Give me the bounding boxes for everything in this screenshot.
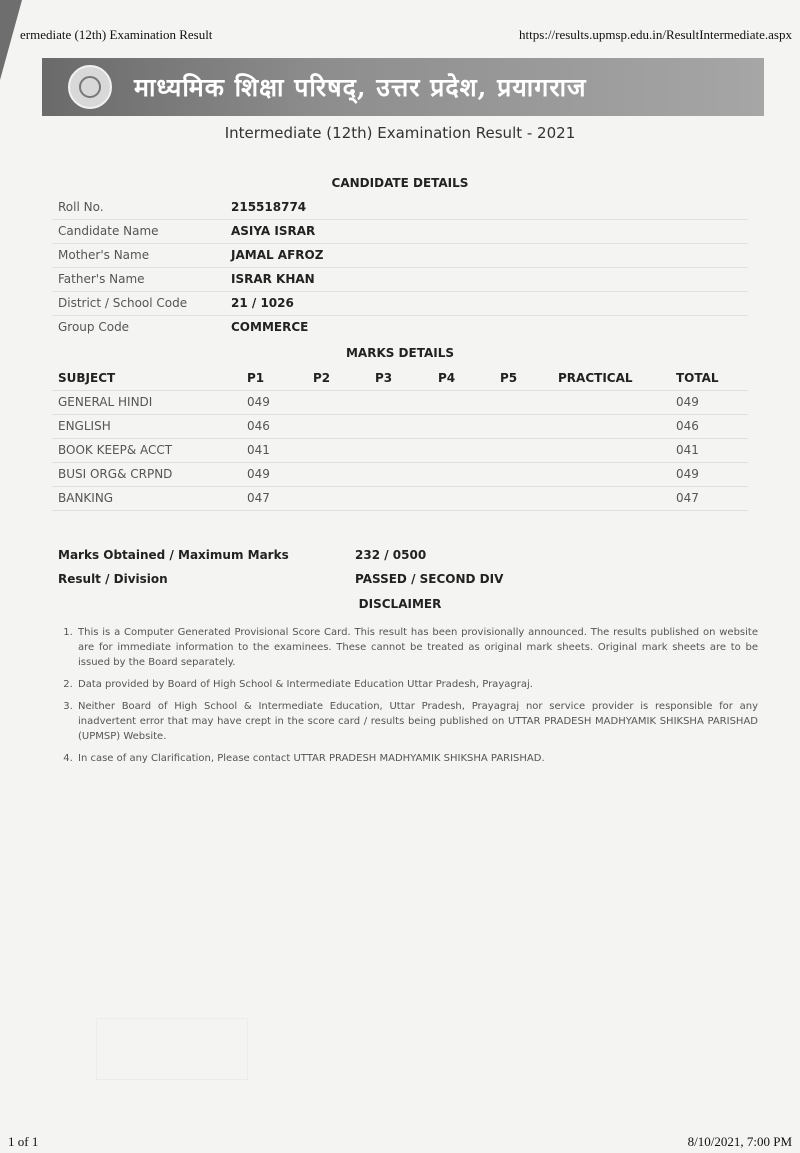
print-page-title: ermediate (12th) Examination Result bbox=[20, 27, 213, 42]
candidate-value: ISRAR KHAN bbox=[231, 272, 315, 286]
candidate-row-name bbox=[52, 219, 748, 244]
result-division-label: Result / Division bbox=[58, 572, 168, 586]
total-cell: 049 bbox=[676, 395, 699, 409]
disclaimer-item: 4. In case of any Clarification, Please contact UTTAR PRADESH MADHYAMIK SHIKSHA PARISHAD. bbox=[76, 751, 758, 766]
marks-obtained-value: 232 / 0500 bbox=[355, 548, 427, 562]
subject-cell: BUSI ORG& CRPND bbox=[58, 467, 173, 481]
candidate-value: COMMERCE bbox=[231, 320, 309, 334]
p1-cell: 046 bbox=[247, 419, 270, 433]
subject-cell: GENERAL HINDI bbox=[58, 395, 153, 409]
column-header-p3: P3 bbox=[375, 371, 393, 385]
column-header-p4: P4 bbox=[438, 371, 456, 385]
candidate-label: Candidate Name bbox=[58, 224, 159, 238]
p1-cell: 047 bbox=[247, 491, 270, 505]
print-url: https://results.upmsp.edu.in/ResultIntermediate.aspx bbox=[519, 27, 792, 42]
column-header-subject: SUBJECT bbox=[58, 371, 116, 385]
table-row bbox=[52, 414, 748, 439]
disclaimer-item: 3. Neither Board of High School & Intermediate Education, Uttar Pradesh, Prayagraj nor service provider is responsible for any inadvertent error that may have crept in the score card / results being published on UTTAR PRADESH MADHYAMIK SHIKSHA PARISHAD (UPMSP) Website. bbox=[76, 699, 758, 744]
candidate-value: 21 / 1026 bbox=[231, 296, 294, 310]
header-banner bbox=[42, 58, 764, 116]
total-cell: 047 bbox=[676, 491, 699, 505]
total-cell: 049 bbox=[676, 467, 699, 481]
candidate-value: ASIYA ISRAR bbox=[231, 224, 316, 238]
column-header-p5: P5 bbox=[500, 371, 518, 385]
marks-obtained-label: Marks Obtained / Maximum Marks bbox=[58, 548, 289, 562]
candidate-row-roll-no bbox=[52, 195, 748, 220]
table-row bbox=[52, 462, 748, 487]
candidate-details-heading: CANDIDATE DETAILS bbox=[331, 176, 469, 190]
subject-cell: BOOK KEEP& ACCT bbox=[58, 443, 173, 457]
faded-stamp bbox=[96, 1018, 248, 1080]
marks-header-row bbox=[52, 366, 748, 391]
table-row bbox=[52, 438, 748, 463]
column-header-p2: P2 bbox=[313, 371, 331, 385]
table-row bbox=[52, 390, 748, 415]
disclaimer-item: 1. This is a Computer Generated Provisional Score Card. This result has been provisionally announced. The results published on website are for immediate information to the examinees. These cannot be treated as original mark sheets. Original mark sheets are to be issued by the Board separately. bbox=[76, 625, 758, 670]
subject-cell: BANKING bbox=[58, 491, 114, 505]
print-page-count: 1 of 1 bbox=[8, 1134, 39, 1149]
candidate-label: Mother's Name bbox=[58, 248, 150, 262]
disclaimer-heading: DISCLAIMER bbox=[358, 597, 442, 611]
subject-cell: ENGLISH bbox=[58, 419, 111, 433]
p1-cell: 049 bbox=[247, 467, 270, 481]
candidate-value: 215518774 bbox=[231, 200, 307, 214]
total-cell: 041 bbox=[676, 443, 699, 457]
disclaimer-list bbox=[60, 625, 758, 773]
column-header-total: TOTAL bbox=[676, 371, 719, 385]
candidate-label: Roll No. bbox=[58, 200, 104, 214]
board-name: माध्यमिक शिक्षा परिषद्, उत्तर प्रदेश, प्रयागराज bbox=[134, 73, 587, 102]
column-header-practical: PRACTICAL bbox=[558, 371, 633, 385]
candidate-label: Group Code bbox=[58, 320, 130, 334]
candidate-row-mother bbox=[52, 243, 748, 268]
marks-details-heading: MARKS DETAILS bbox=[345, 346, 455, 360]
exam-title: Intermediate (12th) Examination Result - 2021 bbox=[224, 124, 576, 142]
total-cell: 046 bbox=[676, 419, 699, 433]
p1-cell: 041 bbox=[247, 443, 270, 457]
disclaimer-item: 2. Data provided by Board of High School & Intermediate Education Uttar Pradesh, Prayagraj. bbox=[76, 677, 758, 692]
result-division-value: PASSED / SECOND DIV bbox=[355, 572, 504, 586]
candidate-row-group bbox=[52, 315, 748, 339]
candidate-value: JAMAL AFROZ bbox=[231, 248, 324, 262]
column-header-p1: P1 bbox=[247, 371, 265, 385]
print-timestamp: 8/10/2021, 7:00 PM bbox=[687, 1134, 792, 1149]
candidate-row-father bbox=[52, 267, 748, 292]
p1-cell: 049 bbox=[247, 395, 270, 409]
candidate-row-district bbox=[52, 291, 748, 316]
scan-shadow bbox=[0, 0, 22, 80]
candidate-label: Father's Name bbox=[58, 272, 145, 286]
table-row bbox=[52, 486, 748, 511]
candidate-label: District / School Code bbox=[58, 296, 188, 310]
board-seal-icon bbox=[68, 65, 112, 109]
